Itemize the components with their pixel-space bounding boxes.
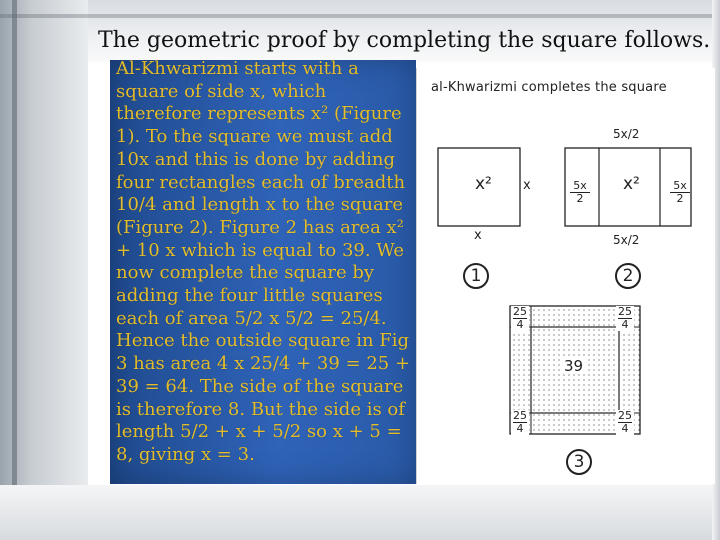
background-bottom-band: [0, 485, 720, 540]
fig1-side-bottom-label: x: [474, 228, 482, 243]
fig2-right-fraction: [670, 180, 690, 205]
figure-title: al-Khwarizmi completes the square: [431, 80, 667, 95]
completing-square-figure: [416, 68, 715, 484]
fig3-corner-numerator: 25: [513, 409, 527, 422]
fig3-corner-numerator: 25: [618, 409, 632, 422]
fig3-corner-numerator: 25: [513, 305, 527, 318]
body-text: Al-Khwarizmi starts with a square of side x, which therefore represents x² (Figure 1). To the square we must add 10x and this is done by adding four rectangles each of breadth 10/4 and length x to the square (Figure 2). Figure 2 has area x² + 10 x which is equal to 39. We now complete the square by adding the four little squares each of area 5/2 x 5/2 = 25/4. Hence the outside square in Fig 3 has area 4 x 25/4 + 39 = 25 + 39 = 64. The side of the square is therefore 8. But the side is of length 5/2 + x + 5/2 so x + 5 = 8, giving x = 3.: [116, 58, 411, 465]
fig3-corner-denominator: 4: [621, 422, 629, 435]
fig3-corner-top-right: [616, 306, 634, 331]
fig3-corner-denominator: 4: [516, 422, 524, 435]
background-stripe: [0, 14, 720, 18]
fig2-center-label: x²: [623, 174, 640, 194]
fig2-number: 2: [615, 263, 641, 289]
fig3-number: 3: [566, 449, 592, 475]
fig3-corner-numerator: 25: [618, 305, 632, 318]
fig1-area-label: x²: [475, 174, 492, 194]
fig3-corner-bottom-left: [511, 410, 529, 435]
slide-title: The geometric proof by completing the square follows.: [98, 28, 711, 53]
background-stripe: [12, 0, 17, 540]
fig1-side-right-label: x: [523, 178, 531, 193]
fig2-left-fraction: [570, 180, 590, 205]
fig2-top-label: 5x/2: [613, 127, 640, 141]
fig2-right-denominator: 2: [676, 192, 684, 205]
figure-drawing: [417, 68, 715, 484]
fig3-corner-denominator: 4: [516, 318, 524, 331]
fig3-center-label: 39: [564, 357, 584, 375]
fig1-number: 1: [463, 263, 489, 289]
fig2-left-denominator: 2: [576, 192, 584, 205]
fig3-corner-bottom-right: [616, 410, 634, 435]
fig2-bottom-label: 5x/2: [613, 233, 640, 247]
fig2-right-numerator: 5x: [673, 179, 687, 192]
fig2-left-numerator: 5x: [573, 179, 587, 192]
fig3-corner-top-left: [511, 306, 529, 331]
fig3-corner-denominator: 4: [621, 318, 629, 331]
